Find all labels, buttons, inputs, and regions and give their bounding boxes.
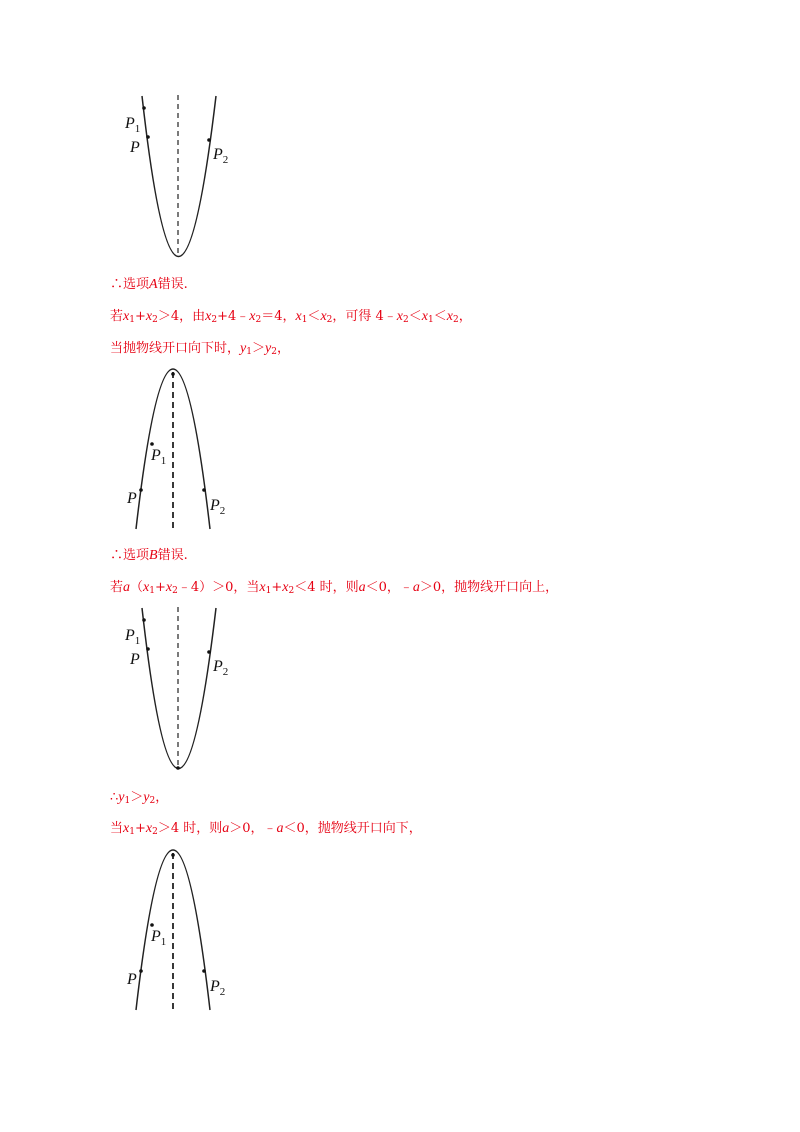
label-P2: $P_2$ xyxy=(213,146,229,166)
label-P: P xyxy=(130,139,140,156)
label-P2: $P_2$ xyxy=(210,497,226,517)
point-P1 xyxy=(150,923,154,927)
point-P2 xyxy=(202,488,206,492)
parabola-curve xyxy=(142,96,216,257)
label-P1: $P_1$ xyxy=(125,627,141,647)
parabola-figure-1-up xyxy=(120,92,230,262)
label-P: P xyxy=(130,651,140,668)
label-P: P xyxy=(127,490,137,507)
text-condition-sum-gt-4: 若$x_1+x_2>4$，由$x_2+4﹣x_2=4$，$x_1<x_2$，可得 $4﹣x_2<x_1<x_2$， xyxy=(110,309,472,325)
point-P1 xyxy=(142,106,146,110)
parabola-figure-3-up xyxy=(120,604,230,774)
text-condition-product-positive: 若$a(x_1+x_2﹣4)>0$，当$x_1+x_2<4$ 时，则a＜0，﹣a＞0，抛物线开口向上， xyxy=(110,580,559,596)
point-P2 xyxy=(207,138,211,142)
text-option-a-wrong: ∴选项A错误. xyxy=(110,277,188,292)
label-P2: $P_2$ xyxy=(213,658,229,678)
point-P xyxy=(139,488,143,492)
text-y1-gt-y2: $\therefore y_1>y_2$， xyxy=(110,790,169,806)
point-P xyxy=(139,969,143,973)
point-P xyxy=(146,135,150,139)
point-vertex xyxy=(171,372,175,376)
label-P1: $P_1$ xyxy=(151,447,167,467)
point-P2 xyxy=(202,969,206,973)
point-P xyxy=(146,647,150,651)
point-P1 xyxy=(150,442,154,446)
point-P2 xyxy=(207,650,211,654)
label-P: P xyxy=(127,971,137,988)
label-P1: $P_1$ xyxy=(151,928,167,948)
label-P2: $P_2$ xyxy=(210,978,226,998)
text-option-b-wrong: ∴选项B错误. xyxy=(110,548,188,563)
point-vertex xyxy=(176,766,180,770)
point-vertex xyxy=(171,853,175,857)
parabola-curve xyxy=(142,608,216,769)
text-opens-downward: 当抛物线开口向下时，$y_1>y_2$， xyxy=(110,341,290,357)
point-P1 xyxy=(142,618,146,622)
text-when-sum-gt-4: 当$x_1+x_2>4$ 时，则a＞0，﹣a＜0，抛物线开口向下， xyxy=(110,821,422,837)
label-P1: $P_1$ xyxy=(125,115,141,135)
parabola-figure-2-down xyxy=(118,364,233,534)
parabola-figure-4-down xyxy=(118,845,233,1015)
